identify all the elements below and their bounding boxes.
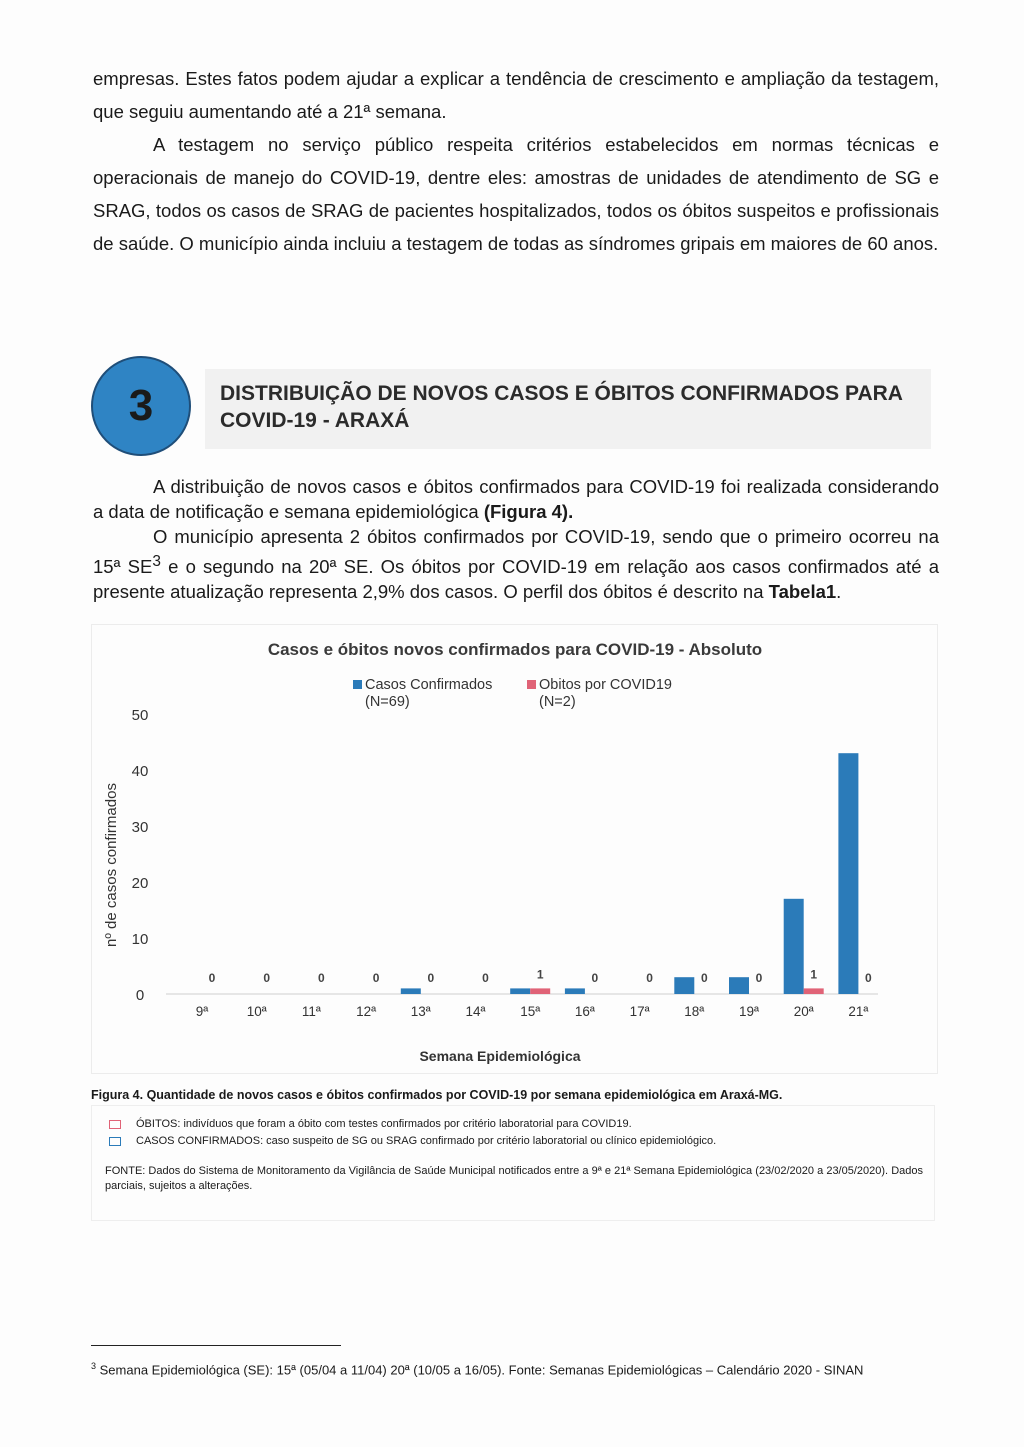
bar-casos [838, 753, 858, 994]
data-label-obitos: 0 [427, 971, 435, 985]
note-obitos-text: ÓBITOS: indivíduos que foram a óbito com testes confirmados por critério laboratorial para COVID19. [136, 1118, 632, 1130]
x-tick-label: 12ª [356, 1004, 377, 1019]
data-label-obitos: 1 [810, 967, 818, 982]
x-tick-label: 21ª [848, 1004, 869, 1019]
paragraph-deaths-text-a: O município apresenta 2 óbitos confirmados por COVID-19, sendo que o primeiro ocorreu na 15ª SE [93, 526, 939, 578]
data-label-obitos: 0 [482, 971, 489, 985]
data-label-obitos: 0 [372, 971, 380, 985]
legend-sub-casos: (N=69) [365, 694, 410, 710]
figure-reference: (Figura 4). [483, 501, 574, 522]
x-tick-group [196, 1004, 870, 1019]
bar-casos [401, 988, 421, 994]
y-tick-label: 0 [135, 987, 145, 1004]
bar-chart [92, 625, 937, 1073]
data-label-obitos: 0 [263, 971, 271, 985]
footnote-text: Semana Epidemiológica (SE): 15ª (05/04 a 11/04) 20ª (10/05 a 16/05). Fonte: Semanas Epidemiológicas – Calendário 2020 - SINAN [96, 1362, 864, 1378]
x-tick-label: 20ª [793, 1004, 814, 1019]
paragraph-distribution-text: A distribuição de novos casos e óbitos confirmados para COVID-19 foi realizada considerando a data de notificação e semana epidemiológica [93, 476, 939, 522]
data-label-obitos: 0 [755, 971, 763, 985]
paragraph-deaths [93, 524, 939, 604]
paragraph-deaths-text-b: e o segundo na 20ª SE. Os óbitos por COVID-19 em relação aos casos confirmados até a presente atualização representa 2,9% dos casos. O perfil dos óbitos é descrito na [93, 556, 939, 603]
data-label-obitos: 1 [536, 967, 544, 982]
note-casos-text: CASOS CONFIRMADOS: caso suspeito de SG ou SRAG confirmado por critério laboratorial ou clínico epidemiológico. [136, 1135, 717, 1147]
footnote-mark: 3 [91, 1361, 97, 1371]
x-tick-label: 13ª [410, 1004, 431, 1019]
legend-swatch-casos [353, 680, 362, 689]
bar-casos [510, 988, 530, 994]
footnote [91, 1361, 937, 1377]
section-number-badge: 3 [91, 356, 191, 456]
x-tick-label: 11ª [301, 1004, 321, 1019]
y-tick-label: 20 [131, 875, 149, 892]
paragraph-testing-trend: empresas. Estes fatos podem ajudar a explicar a tendência de crescimento e ampliação da testagem, que seguiu aumentando até a 21ª semana. [93, 68, 939, 122]
bar-casos [565, 988, 585, 994]
x-tick-label: 10ª [246, 1004, 267, 1019]
data-label-obitos: 0 [591, 971, 599, 985]
x-tick-label: 17ª [629, 1004, 650, 1019]
y-tick-label: 40 [131, 763, 149, 780]
data-label-obitos: 0 [865, 971, 872, 985]
data-label-obitos: 0 [700, 971, 708, 985]
x-tick-label: 9ª [195, 1004, 209, 1019]
bar-obitos [530, 988, 550, 994]
legend-swatch-obitos [527, 680, 536, 689]
chart-title: Casos e óbitos novos confirmados para COVID-19 - Absoluto [267, 640, 763, 659]
paragraph-distribution [93, 474, 939, 524]
y-axis-label: nº de casos confirmados [103, 783, 120, 947]
data-label-group [209, 967, 872, 985]
x-tick-label: 16ª [574, 1004, 595, 1019]
data-label-obitos: 0 [208, 971, 216, 985]
bar-casos [784, 899, 804, 994]
casos-legend-square [109, 1137, 121, 1146]
figure-notes [91, 1105, 935, 1221]
legend-label-obitos: Obitos por COVID19 [539, 677, 672, 693]
x-tick-label: 14ª [465, 1004, 486, 1019]
y-tick-group [132, 707, 149, 1004]
data-label-obitos: 0 [318, 971, 325, 985]
footnote-ref: 3 [152, 553, 161, 570]
legend-label-casos: Casos Confirmados [365, 677, 493, 693]
y-tick-label: 30 [131, 819, 149, 836]
legend-sub-obitos: (N=2) [539, 694, 576, 710]
section-title: DISTRIBUIÇÃO DE NOVOS CASOS E ÓBITOS CONFIRMADOS PARA COVID-19 - ARAXÁ [220, 382, 903, 432]
table-reference: Tabela1 [768, 581, 837, 603]
footnote-rule [91, 1345, 341, 1346]
paragraph-deaths-end: . [836, 581, 842, 603]
y-tick-label: 50 [131, 707, 149, 724]
bar-obitos [804, 988, 824, 994]
x-axis-label: Semana Epidemiológica [419, 1048, 581, 1064]
x-tick-label: 19ª [738, 1004, 760, 1019]
note-casos [109, 1135, 716, 1147]
x-tick-label: 15ª [520, 1004, 541, 1019]
y-tick-label: 10 [131, 931, 149, 948]
data-source: FONTE: Dados do Sistema de Monitoramento da Vigilância de Saúde Municipal notificados entre a 9ª e 21ª Semana Epidemiológica (23/02/2020 a 23/05/2020). Dados parciais, sujeitos a alterações. [105, 1165, 923, 1192]
note-obitos [109, 1118, 632, 1130]
figure-caption: Figura 4. Quantidade de novos casos e óbitos confirmados por COVID-19 por semana epidemiológica em Araxá-MG. [91, 1088, 783, 1102]
paragraph-public-testing: A testagem no serviço público respeita critérios estabelecidos em normas técnicas e operacionais de manejo do COVID-19, dentre eles: amostras de unidades de atendimento de SG e SRAG, todos os casos de SRAG de pacientes hospitalizados, todos os óbitos suspeitos e profissionais de saúde. O município ainda incluiu a testagem de todas as síndromes gripais em maiores de 60 anos. [93, 134, 939, 254]
chart-container [91, 624, 938, 1074]
bar-casos [729, 977, 749, 994]
bar-group [401, 753, 859, 994]
bar-casos [674, 977, 694, 994]
obitos-legend-square [109, 1120, 121, 1129]
x-tick-label: 18ª [684, 1004, 705, 1019]
data-label-obitos: 0 [646, 971, 653, 985]
